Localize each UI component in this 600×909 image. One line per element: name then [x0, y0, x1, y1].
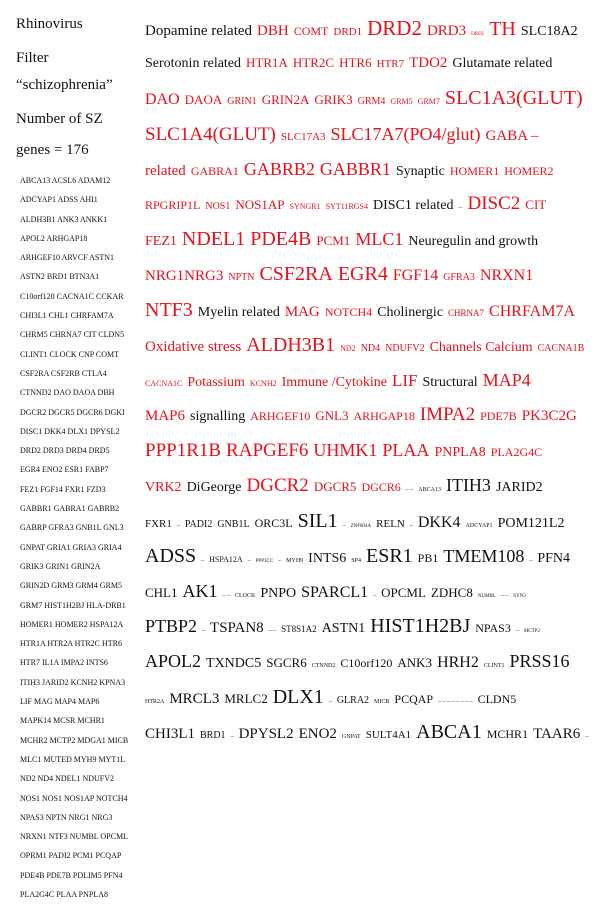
cloud-term: SULT4A1	[365, 728, 412, 741]
cloud-term: PDE7B	[480, 409, 517, 424]
cloud-line	[145, 120, 595, 155]
gene-list-line: GABRP GFRA3 GNB1L GNL3	[20, 523, 124, 533]
cloud-term: PCQAP	[394, 691, 434, 706]
cloud-term: –	[342, 522, 346, 529]
cloud-term: UHMK1	[313, 440, 378, 461]
cloud-line	[145, 718, 595, 753]
cloud-term: AK1	[182, 581, 218, 601]
cloud-term: PPP3CC	[255, 558, 274, 564]
cloud-term: PPP1R1B	[145, 440, 222, 462]
cloud-term: –	[409, 522, 413, 529]
cloud-term: ZNF804A	[350, 523, 372, 529]
cloud-term: OPCML	[381, 585, 426, 600]
cloud-term: GABA –	[485, 127, 539, 144]
gene-list-line: GABBR1 GABRA1 GABRB2	[20, 504, 120, 514]
gene-list-line: ARHGEF10 ARVCF ASTN1	[20, 253, 115, 263]
cloud-term: DPYSL2	[238, 725, 294, 742]
cloud-term: TDO2	[409, 55, 448, 72]
cloud-term: MICB	[374, 698, 390, 705]
cloud-term: GRIK3	[314, 92, 353, 108]
gene-list-line: HOMER1 HOMER2 HSPA12A	[20, 619, 124, 629]
gene-list-line: OPRM1 PADI2 PCM1 PCQAP	[20, 851, 122, 861]
cloud-term: TH	[489, 18, 516, 40]
gene-list-line: APOL2 ARHGAP18	[20, 233, 88, 243]
gene-list-line: CHRM5 CHRNA7 CIT CLDN5	[20, 330, 125, 340]
cloud-term: GNPAT	[341, 733, 361, 740]
cloud-term: CIT	[525, 196, 547, 212]
cloud-term: HOMER1	[449, 163, 500, 178]
cloud-term: POM121L2	[497, 515, 565, 531]
heading-gene-count: genes = 176	[16, 142, 89, 158]
cloud-line	[145, 542, 595, 577]
cloud-term: ASTN1	[321, 621, 366, 637]
cloud-term: PNPLA8	[434, 445, 486, 461]
cloud-term: PRSS16	[509, 651, 570, 672]
cloud-term: –	[328, 698, 332, 705]
gene-list	[20, 176, 138, 909]
cloud-term: NOS1AP	[235, 196, 285, 212]
cloud-term: EGR4	[337, 263, 388, 286]
cloud-term: RELN	[376, 517, 405, 530]
cloud-term: DRD2	[367, 16, 422, 40]
gene-list-line: MCHR2 MCTP2 MDGA1 MICB	[20, 735, 129, 745]
cloud-term: SLC17A3	[280, 130, 326, 143]
cloud-term: DISC1 related	[373, 197, 454, 213]
cloud-term: CTNND2	[311, 663, 336, 670]
gene-list-line: GRIK3 GRIN1 GRIN2A	[20, 561, 101, 571]
cloud-term: –	[202, 628, 206, 635]
cloud-term: GNB1L	[217, 518, 250, 530]
cloud-term: SGCR6	[266, 655, 307, 671]
cloud-term: COMT	[293, 24, 329, 38]
cloud-line	[145, 401, 595, 436]
cloud-term: RAPGEF6	[226, 440, 309, 462]
cloud-term: Cholinergic	[377, 304, 444, 320]
cloud-term: – –	[500, 593, 509, 599]
cloud-term: Glutamate related	[452, 56, 553, 72]
cloud-term: LIF	[391, 370, 418, 390]
cloud-term: APOL2	[145, 651, 202, 672]
cloud-term: INTS6	[308, 550, 347, 566]
cloud-term: –	[230, 733, 234, 740]
cloud-line	[145, 577, 595, 612]
cloud-term: FXR1	[145, 517, 172, 530]
cloud-term: Dopamine related	[145, 23, 253, 39]
cloud-term: NPAS3	[475, 621, 511, 636]
gene-list-line: PDE4B PDE7B PDLIM5 PFN4	[20, 870, 123, 880]
gene-list-line: PLA2G4C PLAA PNPLA8	[20, 889, 109, 899]
cloud-term: ND4	[360, 342, 381, 354]
gene-list-line: CHI3L1 CHL1 CHRFAM7A	[20, 311, 114, 321]
cloud-term: GABRB2	[243, 158, 315, 179]
cloud-term: –	[247, 557, 251, 564]
heading-filter-term: “schizophrenia”	[16, 77, 113, 93]
cloud-term: RPGRIP1L	[145, 197, 201, 212]
cloud-line	[145, 190, 595, 225]
cloud-term: MYH9	[286, 557, 304, 564]
cloud-term: HTR1A	[246, 55, 288, 71]
cloud-term: related	[145, 162, 186, 179]
cloud-term: –	[373, 593, 377, 599]
cloud-term: –	[176, 522, 180, 529]
cloud-term: Potassium	[187, 374, 245, 390]
heading-number-of-genes: Number of SZ	[16, 111, 103, 127]
cloud-term: HTR6	[339, 55, 372, 71]
gene-list-line: ND2 ND4 NDEL1 NDUFV2	[20, 774, 114, 784]
gene-list-line: NOS1 NOS1 NOS1AP NOTCH4	[20, 793, 128, 803]
gene-list-line: LIF MAG MAP4 MAP6	[20, 697, 100, 707]
cloud-term: ENO2	[298, 725, 337, 742]
cloud-term: FGF14	[392, 267, 439, 285]
cloud-term: CLDN5	[477, 691, 517, 706]
gene-list-line: DGCR2 DGCR5 DGCR6 DGKI	[20, 407, 125, 417]
gene-list-line: MAPK14 MCSR MCHR1	[20, 716, 105, 726]
cloud-term: SIL1	[297, 509, 338, 532]
cloud-term: TAAR6	[533, 725, 581, 742]
cloud-term: NPTN	[228, 272, 255, 284]
cloud-term: – –	[222, 593, 230, 599]
cloud-term: –	[585, 733, 589, 740]
cloud-line	[145, 14, 595, 49]
word-cloud	[145, 14, 595, 890]
cloud-term: DKK4	[417, 513, 461, 531]
cloud-term: MCTP2	[523, 629, 540, 635]
cloud-line	[145, 155, 595, 190]
cloud-term: ALDH3B1	[246, 333, 336, 356]
cloud-term: ARHGEF10	[250, 409, 311, 424]
cloud-term: GRIN1	[227, 96, 257, 108]
cloud-term: NOTCH4	[324, 304, 373, 319]
cloud-term: GFRA3	[443, 272, 475, 284]
cloud-term: Serotonin related	[145, 56, 242, 72]
gene-list-line: NPAS3 NPTN NRG1 NRG3	[20, 812, 113, 822]
gene-list-line: GRIN2D GRM3 GRM4 GRM5	[20, 581, 123, 591]
gene-list-line: CLINT1 CLOCK CNP COMT	[20, 349, 120, 359]
cloud-term: PK3C2G	[521, 408, 577, 425]
cloud-term: –	[515, 628, 519, 635]
cloud-term: CHRFAM7A	[489, 302, 575, 320]
cloud-term: NDUFV2	[385, 342, 425, 354]
gene-list-line: HTR1A HTR2A HTR2C HTR6	[20, 639, 123, 649]
cloud-line	[145, 683, 595, 718]
cloud-term: MAG	[284, 303, 320, 320]
cloud-term: SLC1A4(GLUT)	[145, 123, 276, 145]
cloud-term: HTR2A	[145, 698, 165, 705]
cloud-term: NDEL1	[181, 228, 246, 251]
cloud-line	[145, 612, 595, 647]
cloud-line	[145, 225, 595, 260]
cloud-line	[145, 436, 595, 471]
cloud-term: KCNH2	[249, 378, 277, 388]
cloud-term: SP4	[351, 557, 361, 564]
cloud-term: –	[278, 557, 282, 564]
cloud-term: PB1	[417, 550, 439, 565]
cloud-term: CHI3L1	[145, 725, 195, 742]
cloud-term: GABBR1	[319, 158, 391, 179]
cloud-term: ARHGAP18	[353, 409, 415, 424]
cloud-term: SYN3	[513, 594, 526, 599]
cloud-line	[145, 366, 595, 401]
cloud-term: CLOCK	[235, 593, 256, 599]
cloud-term: DLX1	[272, 685, 324, 708]
cloud-term: ORC3L	[254, 515, 293, 530]
gene-list-line: NRXN1 NTF3 NUMBL OPCML	[20, 832, 128, 842]
cloud-term: CACNA1C	[145, 378, 183, 388]
cloud-line	[145, 296, 595, 331]
cloud-term: VRK2	[145, 480, 182, 496]
cloud-term: HOMER2	[504, 163, 554, 178]
gene-list-line: MLC1 MUTED MYH9 MYT1L	[20, 754, 126, 764]
cloud-term: Myelin related	[197, 304, 280, 320]
cloud-term: TMEM108	[443, 545, 525, 566]
cloud-term: PLAA	[382, 440, 430, 461]
cloud-term: DRD1	[333, 26, 363, 38]
cloud-term: MRLC2	[224, 690, 268, 706]
cloud-term: CSF2RA	[259, 263, 333, 286]
cloud-term: HIST1H2BJ	[370, 615, 471, 638]
cloud-term: NUMBL	[477, 594, 496, 599]
cloud-term: JARID2	[495, 480, 543, 496]
cloud-term: ADSS	[145, 544, 197, 567]
cloud-term: DGCR6	[361, 480, 401, 495]
gene-list-line: ITIH3 JARID2 KCNH2 KPNA3	[20, 677, 126, 687]
cloud-line	[145, 471, 595, 506]
cloud-term: SYNGR1	[289, 201, 321, 211]
cloud-term: NTF3	[145, 298, 193, 321]
gene-list-line: CTNND2 DAO DAOA DBH	[20, 388, 115, 398]
gene-list-line: DRD2 DRD3 DRD4 DRD5	[20, 446, 110, 456]
cloud-term: MLC1	[355, 229, 404, 250]
cloud-term: BRD1	[200, 729, 226, 741]
gene-list-line: EGR4 ENO2 ESR1 FABP7	[20, 465, 109, 475]
gene-list-line: C10orf120 CACNA1C CCKAR	[20, 291, 124, 301]
cloud-term: ESR1	[365, 544, 413, 567]
cloud-term: Neuregulin and growth	[408, 234, 539, 250]
cloud-term: ABCA1	[416, 720, 482, 743]
cloud-term: ITIH3	[445, 475, 491, 496]
cloud-term: DAO	[145, 91, 180, 109]
cloud-term: HSPA12A	[209, 554, 243, 564]
cloud-term: DISC2	[467, 192, 521, 214]
gene-list-line: FEZ1 FGF14 FXR1 FZD3	[20, 484, 106, 494]
cloud-term: SLC1A3(GLUT)	[444, 87, 583, 110]
cloud-term: MAP4	[482, 369, 531, 390]
cloud-term: –	[529, 557, 533, 564]
cloud-line	[145, 260, 595, 295]
gene-list-line: HTR7 IL1A IMPA2 INTS6	[20, 658, 108, 668]
heading-rhinovirus: Rhinovirus	[16, 16, 83, 32]
cloud-line	[145, 84, 595, 119]
cloud-term: – – – – – – – –	[438, 698, 473, 705]
cloud-term: ADCYAP1	[465, 522, 493, 529]
cloud-term: Structural	[422, 374, 478, 390]
cloud-term: Immune /Cytokine	[281, 374, 387, 390]
cloud-term: GABRA1	[190, 163, 239, 178]
cloud-term: PNPO	[260, 586, 297, 601]
gene-list-line: ASTN2 BRD1 BTN3A1	[20, 272, 100, 282]
cloud-term: PTBP2	[145, 616, 198, 637]
cloud-term: CLINT1	[483, 663, 505, 670]
cloud-term: PADI2	[184, 518, 213, 530]
cloud-term: NRG1NRG3	[145, 268, 224, 285]
cloud-term: SPARCL1	[301, 584, 369, 601]
cloud-term: ZDHC8	[430, 585, 473, 600]
cloud-term: GLRA2	[336, 694, 370, 706]
cloud-term: Channels Calcium	[429, 339, 533, 355]
cloud-term: ST8S1A2	[281, 624, 317, 635]
gene-list-line: CSF2RA CSF2RB CTLA4	[20, 368, 107, 378]
gene-list-line: ALDH3B1 ANK3 ANKK1	[20, 214, 108, 224]
cloud-term: NOS1	[205, 200, 231, 212]
cloud-term: HTR7	[376, 58, 405, 71]
cloud-term: CHRNA7	[448, 307, 485, 318]
left-panel	[16, 0, 138, 160]
cloud-term: ABCA13	[418, 487, 441, 494]
cloud-term: GRM4	[357, 96, 386, 108]
cloud-line	[145, 49, 595, 84]
cloud-term: –	[201, 557, 205, 564]
cloud-term: MCHR1	[486, 726, 529, 741]
gene-list-line: GRM7 HIST1H2BJ HLA-DRB1	[20, 600, 126, 610]
cloud-term: ND2	[340, 343, 356, 353]
cloud-line	[145, 647, 595, 682]
cloud-term: GRM5	[390, 97, 413, 107]
cloud-term: DAOA	[184, 92, 223, 108]
gene-list-line: DISC1 DKK4 DLX1 DPYSL2	[20, 426, 120, 436]
cloud-term: PCM1	[316, 233, 351, 249]
cloud-term: DRD3	[426, 23, 467, 39]
cloud-line	[145, 507, 595, 542]
cloud-term: MAP6	[145, 408, 186, 425]
cloud-term: CHL1	[145, 585, 178, 600]
cloud-term: Oxidative stress	[145, 338, 242, 355]
cloud-term: GNL3	[315, 408, 349, 424]
cloud-term: – –	[405, 487, 414, 494]
cloud-term: C10orf120	[340, 656, 393, 671]
cloud-term: PDE4B	[250, 228, 312, 251]
cloud-term: PFN4	[537, 550, 571, 566]
cloud-term: DGCR5	[313, 479, 357, 495]
cloud-term: DGCR2	[246, 475, 309, 497]
cloud-term: DRD5	[471, 32, 485, 37]
cloud-term: Synaptic	[395, 163, 445, 179]
cloud-term: MRCL3	[169, 690, 220, 707]
cloud-term: TXNDC5	[206, 656, 262, 672]
cloud-term: HTR2C	[292, 55, 335, 71]
cloud-term: GRIN2A	[261, 92, 310, 108]
cloud-term: CACNA1B	[537, 342, 585, 354]
cloud-term: SLC17A7(PO4/glut)	[330, 123, 481, 144]
gene-list-line: ABCA13 ACSL6 ADAM12	[20, 176, 111, 185]
cloud-term: – –	[268, 628, 277, 635]
gene-list-line: ADCYAP1 ADSS AHI1	[20, 195, 98, 205]
heading-filter: Filter	[16, 50, 49, 66]
cloud-term: –	[458, 201, 463, 211]
cloud-term: NRXN1	[479, 267, 534, 285]
cloud-line	[145, 331, 595, 366]
cloud-term: SYT11RGS4	[325, 201, 369, 211]
cloud-term: signalling	[190, 409, 246, 425]
cloud-term: SLC18A2	[520, 24, 578, 39]
cloud-term: ANK3	[397, 655, 433, 671]
cloud-term: DiGeorge	[186, 480, 242, 496]
cloud-term: PLA2G4C	[490, 445, 543, 460]
cloud-term: IMPA2	[419, 404, 476, 426]
cloud-term: FEZ1	[145, 234, 177, 250]
cloud-term: TSPAN8	[210, 620, 264, 637]
cloud-term: DBH	[257, 23, 289, 39]
cloud-term: GRM7	[417, 97, 440, 107]
gene-list-line: GNPAT GRIA1 GRIA3 GRIA4	[20, 542, 122, 552]
cloud-term: HRH2	[437, 654, 479, 672]
